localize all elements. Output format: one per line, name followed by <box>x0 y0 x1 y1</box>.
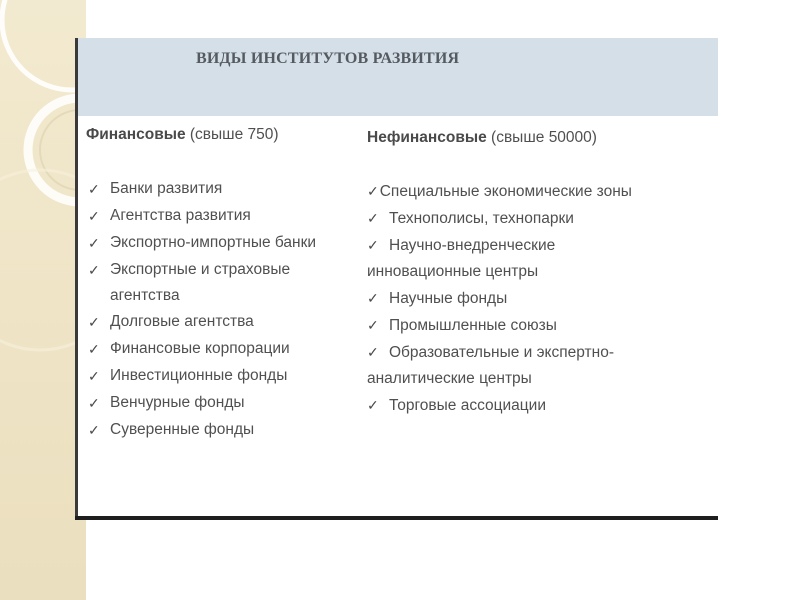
nonfinancial-item <box>367 285 712 312</box>
financial-list <box>88 176 378 444</box>
checkmark-icon: ✓ <box>367 397 379 413</box>
checkmark-icon: ✓ <box>88 235 100 251</box>
nonfinancial-item <box>367 392 712 419</box>
checkmark-icon: ✓ <box>88 262 100 278</box>
financial-item-label: Банки развития <box>110 180 223 197</box>
nonfinancial-list <box>367 178 712 419</box>
nonfinancial-item-label: Промышленные союзы <box>389 317 557 334</box>
nonfinancial-item-label: Образовательные и экспертно- аналитические центры <box>367 344 614 387</box>
financial-item <box>88 363 378 390</box>
financial-heading <box>86 126 279 144</box>
nonfinancial-heading <box>367 129 597 147</box>
checkmark-icon: ✓ <box>88 341 100 357</box>
nonfinancial-item-label: Технополисы, технопарки <box>389 210 574 227</box>
checkmark-icon: ✓ <box>88 368 100 384</box>
financial-item-label: Финансовые корпорации <box>110 340 290 357</box>
checkmark-icon: ✓ <box>88 208 100 224</box>
nonfinancial-item <box>367 339 712 392</box>
title-band <box>78 38 718 116</box>
checkmark-icon: ✓ <box>367 344 379 360</box>
financial-heading-bold: Финансовые <box>86 126 186 143</box>
nonfinancial-item <box>367 232 712 285</box>
background-decoration <box>0 0 86 600</box>
financial-item-label: Венчурные фонды <box>110 394 245 411</box>
nonfinancial-item-label: Научно-внедренческие инновационные центры <box>367 237 556 280</box>
financial-item-label: Инвестиционные фонды <box>110 367 288 384</box>
financial-item <box>88 417 378 444</box>
nonfinancial-item <box>367 312 712 339</box>
checkmark-icon: ✓ <box>88 181 100 197</box>
slide-title: ВИДЫ ИНСТИТУТОВ РАЗВИТИЯ <box>196 50 460 67</box>
nonfinancial-item <box>367 205 712 232</box>
financial-item-label: Агентства развития <box>110 207 251 224</box>
financial-item <box>88 176 378 203</box>
financial-item <box>88 309 378 336</box>
checkmark-icon: ✓ <box>367 237 379 253</box>
nonfinancial-item-label: Специальные экономические зоны <box>379 183 632 200</box>
financial-item-label: Суверенные фонды <box>110 421 255 438</box>
checkmark-icon: ✓ <box>367 317 379 333</box>
financial-heading-count: (свыше 750) <box>185 126 279 143</box>
checkmark-icon: ✓ <box>88 314 100 330</box>
slide <box>78 38 718 516</box>
nonfinancial-heading-count: (свыше 50000) <box>486 129 597 146</box>
financial-item <box>88 230 378 257</box>
nonfinancial-item <box>367 178 712 205</box>
nonfinancial-heading-bold: Нефинансовые <box>367 129 487 146</box>
nonfinancial-item-label: Торговые ассоциации <box>389 397 546 414</box>
financial-item-label: Долговые агентства <box>110 313 254 330</box>
checkmark-icon: ✓ <box>88 422 100 438</box>
checkmark-icon: ✓ <box>367 210 379 226</box>
checkmark-icon: ✓ <box>88 395 100 411</box>
checkmark-icon: ✓ <box>367 183 379 199</box>
nonfinancial-item-label: Научные фонды <box>389 290 508 307</box>
financial-item <box>88 203 378 230</box>
financial-item <box>88 336 378 363</box>
financial-item <box>88 390 378 417</box>
financial-item-label: Экспортные и страховые агентства <box>110 261 291 304</box>
financial-item-label: Экспортно-импортные банки <box>110 234 317 251</box>
financial-item <box>88 257 378 309</box>
checkmark-icon: ✓ <box>367 290 379 306</box>
